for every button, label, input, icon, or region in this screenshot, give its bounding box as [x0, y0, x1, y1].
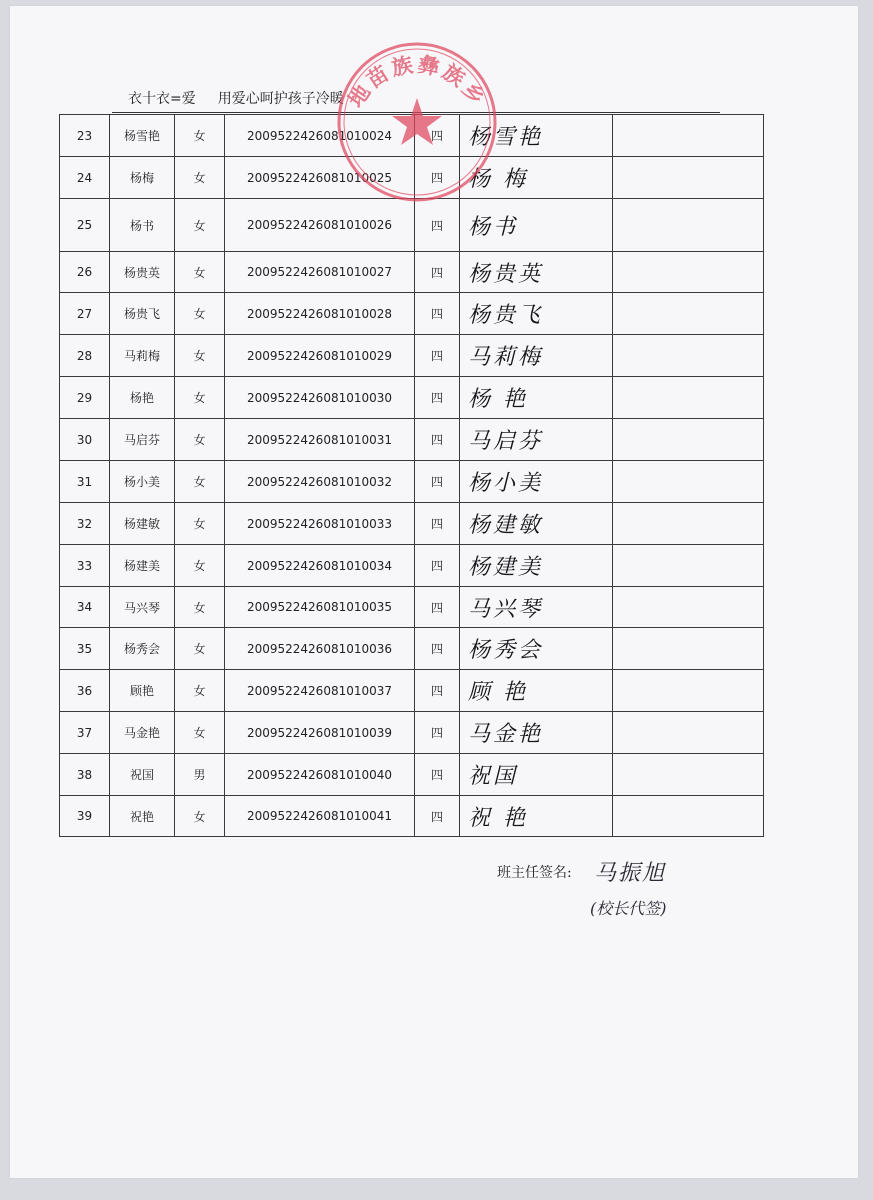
seal-star-icon	[392, 98, 442, 145]
student-signature: 杨小美	[460, 461, 613, 503]
student-grade: 四	[415, 115, 460, 157]
student-roster-table	[59, 114, 764, 837]
student-gender: 女	[175, 545, 225, 587]
row-number: 24	[60, 157, 110, 199]
slogan-formula: 衣十衣=爱	[128, 91, 196, 107]
student-gender: 女	[175, 293, 225, 335]
row-number: 29	[60, 377, 110, 419]
student-grade: 四	[415, 587, 460, 628]
student-id: 2009522426081010040	[225, 754, 415, 796]
student-name: 马莉梅	[110, 335, 175, 377]
student-signature: 杨书	[460, 199, 613, 252]
table-row	[60, 628, 764, 670]
student-id: 2009522426081010031	[225, 419, 415, 461]
student-signature: 祝国	[460, 754, 613, 796]
remarks-cell	[613, 335, 764, 377]
student-gender: 男	[175, 754, 225, 796]
teacher-signature: 马振旭	[594, 861, 667, 886]
table-row	[60, 419, 764, 461]
student-id: 2009522426081010032	[225, 461, 415, 503]
student-grade: 四	[415, 199, 460, 252]
row-number: 26	[60, 252, 110, 293]
student-signature: 顾 艳	[460, 670, 613, 712]
table-row	[60, 545, 764, 587]
student-signature: 杨雪艳	[460, 115, 613, 157]
student-id: 2009522426081010041	[225, 796, 415, 837]
row-number: 35	[60, 628, 110, 670]
remarks-cell	[613, 587, 764, 628]
student-name: 杨建敏	[110, 503, 175, 545]
table-row	[60, 712, 764, 754]
row-number: 36	[60, 670, 110, 712]
student-id: 2009522426081010027	[225, 252, 415, 293]
row-number: 28	[60, 335, 110, 377]
student-grade: 四	[415, 754, 460, 796]
student-name: 杨建美	[110, 545, 175, 587]
row-number: 25	[60, 199, 110, 252]
seal-text: 地苗族彝族乡	[342, 51, 492, 112]
header-slogan	[128, 88, 344, 108]
student-gender: 女	[175, 670, 225, 712]
student-gender: 女	[175, 796, 225, 837]
table-row	[60, 377, 764, 419]
student-id: 2009522426081010037	[225, 670, 415, 712]
student-name: 杨艳	[110, 377, 175, 419]
remarks-cell	[613, 670, 764, 712]
remarks-cell	[613, 377, 764, 419]
row-number: 27	[60, 293, 110, 335]
student-grade: 四	[415, 628, 460, 670]
student-id: 2009522426081010025	[225, 157, 415, 199]
student-signature: 马启芬	[460, 419, 613, 461]
student-name: 祝国	[110, 754, 175, 796]
student-gender: 女	[175, 587, 225, 628]
student-gender: 女	[175, 712, 225, 754]
row-number: 34	[60, 587, 110, 628]
remarks-cell	[613, 628, 764, 670]
principal-signed-note: (校长代签)	[590, 899, 667, 918]
table-row	[60, 796, 764, 837]
student-gender: 女	[175, 335, 225, 377]
official-seal	[333, 38, 501, 206]
remarks-cell	[613, 419, 764, 461]
remarks-cell	[613, 754, 764, 796]
remarks-cell	[613, 199, 764, 252]
student-grade: 四	[415, 545, 460, 587]
student-signature: 杨贵英	[460, 252, 613, 293]
student-id: 2009522426081010029	[225, 335, 415, 377]
student-grade: 四	[415, 157, 460, 199]
remarks-cell	[613, 545, 764, 587]
table-row	[60, 335, 764, 377]
row-number: 33	[60, 545, 110, 587]
row-number: 37	[60, 712, 110, 754]
student-gender: 女	[175, 157, 225, 199]
student-id: 2009522426081010034	[225, 545, 415, 587]
student-name: 杨雪艳	[110, 115, 175, 157]
table-row	[60, 587, 764, 628]
student-signature: 杨贵飞	[460, 293, 613, 335]
row-number: 38	[60, 754, 110, 796]
student-name: 祝艳	[110, 796, 175, 837]
student-grade: 四	[415, 419, 460, 461]
table-row	[60, 293, 764, 335]
remarks-cell	[613, 115, 764, 157]
student-id: 2009522426081010036	[225, 628, 415, 670]
student-name: 杨梅	[110, 157, 175, 199]
remarks-cell	[613, 252, 764, 293]
student-signature: 马兴琴	[460, 587, 613, 628]
student-gender: 女	[175, 252, 225, 293]
student-name: 杨小美	[110, 461, 175, 503]
student-name: 顾艳	[110, 670, 175, 712]
student-gender: 女	[175, 377, 225, 419]
student-signature: 杨 艳	[460, 377, 613, 419]
student-gender: 女	[175, 419, 225, 461]
student-name: 马兴琴	[110, 587, 175, 628]
table-row	[60, 503, 764, 545]
student-signature: 祝 艳	[460, 796, 613, 837]
student-gender: 女	[175, 115, 225, 157]
student-signature: 杨秀会	[460, 628, 613, 670]
row-number: 39	[60, 796, 110, 837]
teacher-signature-label: 班主任签名:	[497, 865, 572, 881]
student-signature: 杨建美	[460, 545, 613, 587]
student-grade: 四	[415, 293, 460, 335]
student-grade: 四	[415, 377, 460, 419]
remarks-cell	[613, 157, 764, 199]
remarks-cell	[613, 796, 764, 837]
row-number: 32	[60, 503, 110, 545]
student-name: 杨贵飞	[110, 293, 175, 335]
remarks-cell	[613, 712, 764, 754]
student-id: 2009522426081010035	[225, 587, 415, 628]
student-id: 2009522426081010026	[225, 199, 415, 252]
student-id: 2009522426081010028	[225, 293, 415, 335]
student-grade: 四	[415, 712, 460, 754]
table-row	[60, 252, 764, 293]
student-signature: 杨 梅	[460, 157, 613, 199]
student-gender: 女	[175, 503, 225, 545]
roster-body	[60, 115, 764, 837]
student-grade: 四	[415, 335, 460, 377]
student-id: 2009522426081010030	[225, 377, 415, 419]
remarks-cell	[613, 503, 764, 545]
student-name: 杨书	[110, 199, 175, 252]
remarks-cell	[613, 293, 764, 335]
student-name: 马启芬	[110, 419, 175, 461]
table-row	[60, 754, 764, 796]
student-grade: 四	[415, 252, 460, 293]
table-row	[60, 670, 764, 712]
row-number: 30	[60, 419, 110, 461]
student-id: 2009522426081010039	[225, 712, 415, 754]
student-signature: 马莉梅	[460, 335, 613, 377]
student-id: 2009522426081010033	[225, 503, 415, 545]
student-grade: 四	[415, 670, 460, 712]
table-row	[60, 461, 764, 503]
student-grade: 四	[415, 796, 460, 837]
student-gender: 女	[175, 199, 225, 252]
student-name: 杨贵英	[110, 252, 175, 293]
slogan-text: 用爱心呵护孩子冷暖	[217, 91, 344, 107]
remarks-cell	[613, 461, 764, 503]
student-id: 2009522426081010024	[225, 115, 415, 157]
row-number: 31	[60, 461, 110, 503]
student-signature: 杨建敏	[460, 503, 613, 545]
row-number: 23	[60, 115, 110, 157]
student-gender: 女	[175, 628, 225, 670]
student-grade: 四	[415, 461, 460, 503]
student-gender: 女	[175, 461, 225, 503]
student-name: 杨秀会	[110, 628, 175, 670]
student-grade: 四	[415, 503, 460, 545]
table-row	[60, 199, 764, 252]
student-signature: 马金艳	[460, 712, 613, 754]
student-name: 马金艳	[110, 712, 175, 754]
